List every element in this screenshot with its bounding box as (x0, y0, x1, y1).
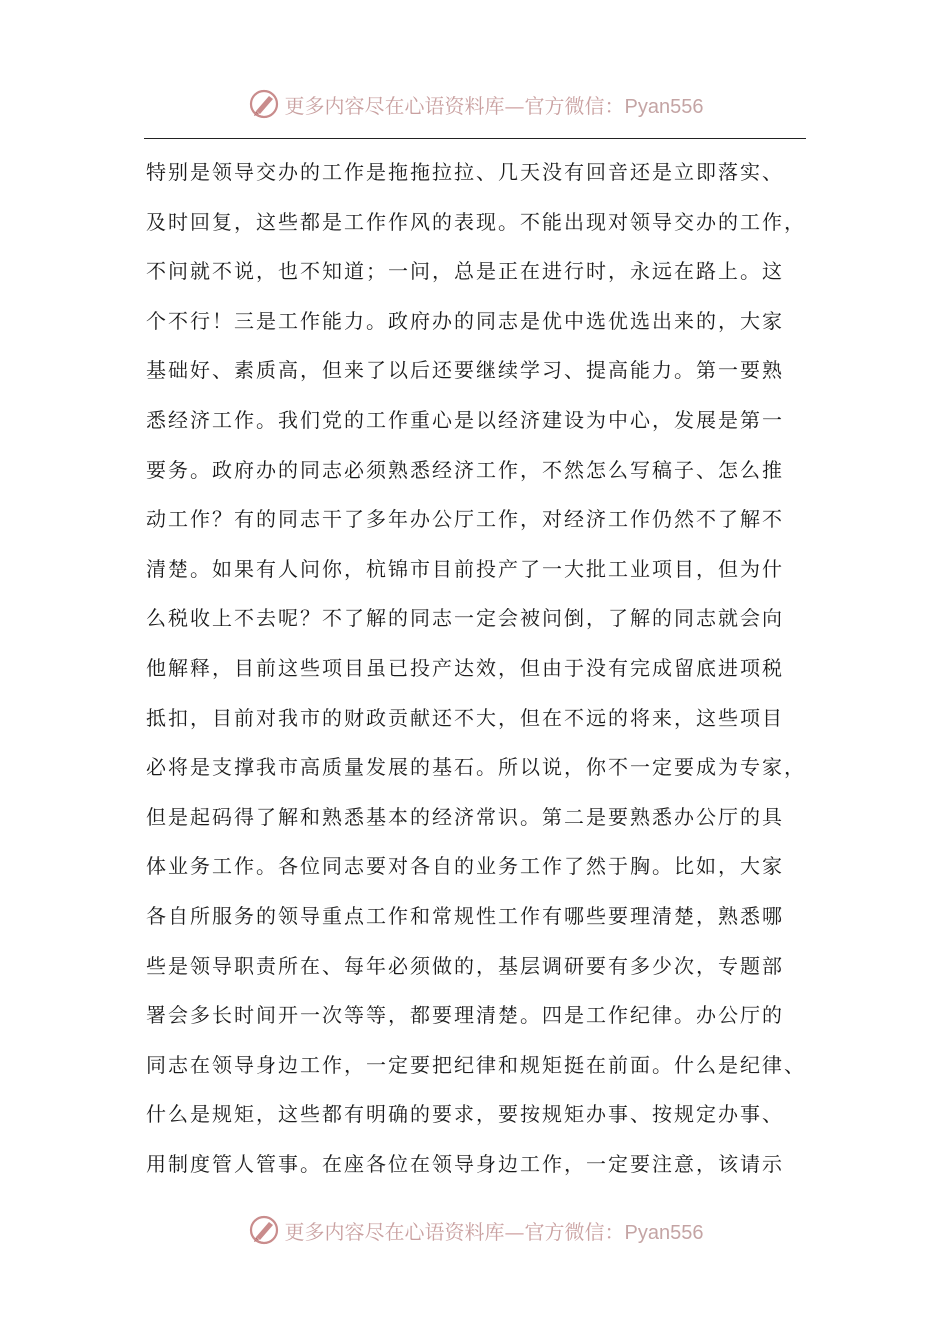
footer-wechat-label: 官方微信： (524, 1219, 625, 1244)
footer-wechat-id: Pyan556 (624, 1221, 704, 1244)
body-line: 基础好、素质高，但来了以后还要继续学习、提高能力。第一要熟 (146, 358, 784, 383)
body-line: 特别是领导交办的工作是拖拖拉拉、几天没有回音还是立即落实、 (146, 160, 784, 184)
header-dash: — (504, 93, 525, 118)
header-wechat-label: 官方微信： (524, 93, 625, 118)
body-line: 不问就不说，也不知道；一问，总是正在进行时，永远在路上。这 (146, 259, 784, 284)
pen-seal-logo-icon (247, 87, 281, 121)
body-line: 署会多长时间开一次等等，都要理清楚。四是工作纪律。办公厅的 (146, 1003, 784, 1028)
body-line: 抵扣，目前对我市的财政贡献还不大，但在不远的将来，这些项目 (146, 705, 784, 730)
body-line: 各自所服务的领导重点工作和常规性工作有哪些要理清楚，熟悉哪 (146, 903, 784, 928)
body-line: 他解释，目前这些项目虽已投产达效，但由于没有完成留底进项税 (146, 655, 784, 680)
body-line: 个不行！三是工作能力。政府办的同志是优中选优选出来的，大家 (146, 308, 784, 333)
body-line: 必将是支撑我市高质量发展的基石。所以说，你不一定要成为专家， (146, 755, 806, 780)
body-line: 么税收上不去呢？不了解的同志一定会被问倒，了解的同志就会向 (146, 606, 784, 631)
body-line: 体业务工作。各位同志要对各自的业务工作了然于胸。比如，大家 (146, 854, 784, 879)
header-wechat-id: Pyan556 (624, 95, 704, 118)
header-banner (0, 84, 950, 124)
body-line: 要务。政府办的同志必须熟悉经济工作，不然怎么写稿子、怎么推 (146, 457, 784, 482)
body-line: 些是领导职责所在、每年必须做的，基层调研要有多少次，专题部 (146, 953, 784, 978)
body-line: 悉经济工作。我们党的工作重心是以经济建设为中心，发展是第一 (146, 407, 784, 432)
header-divider (144, 138, 806, 139)
footer-dash: — (504, 1219, 525, 1244)
body-line: 什么是规矩，这些都有明确的要求，要按规矩办事、按规定办事、 (146, 1102, 784, 1127)
header-site-text: 更多内容尽在心语资料库 (284, 93, 505, 118)
document-body (146, 152, 808, 1193)
footer-banner (0, 1210, 950, 1250)
pen-seal-logo-icon (247, 1213, 281, 1247)
body-line: 但是起码得了解和熟悉基本的经济常识。第二是要熟悉办公厅的具 (146, 804, 784, 829)
body-line: 动工作？有的同志干了多年办公厅工作，对经济工作仍然不了解不 (146, 507, 784, 532)
header-banner-text (285, 90, 704, 119)
body-line: 同志在领导身边工作，一定要把纪律和规矩挺在前面。什么是纪律、 (146, 1052, 806, 1077)
body-line: 清楚。如果有人问你，杭锦市目前投产了一大批工业项目，但为什 (146, 556, 784, 581)
footer-site-text: 更多内容尽在心语资料库 (284, 1219, 505, 1244)
footer-banner-text (285, 1216, 704, 1245)
body-line: 及时回复，这些都是工作作风的表现。不能出现对领导交办的工作， (146, 209, 806, 234)
body-line: 用制度管人管事。在座各位在领导身边工作，一定要注意，该请示 (146, 1151, 784, 1176)
